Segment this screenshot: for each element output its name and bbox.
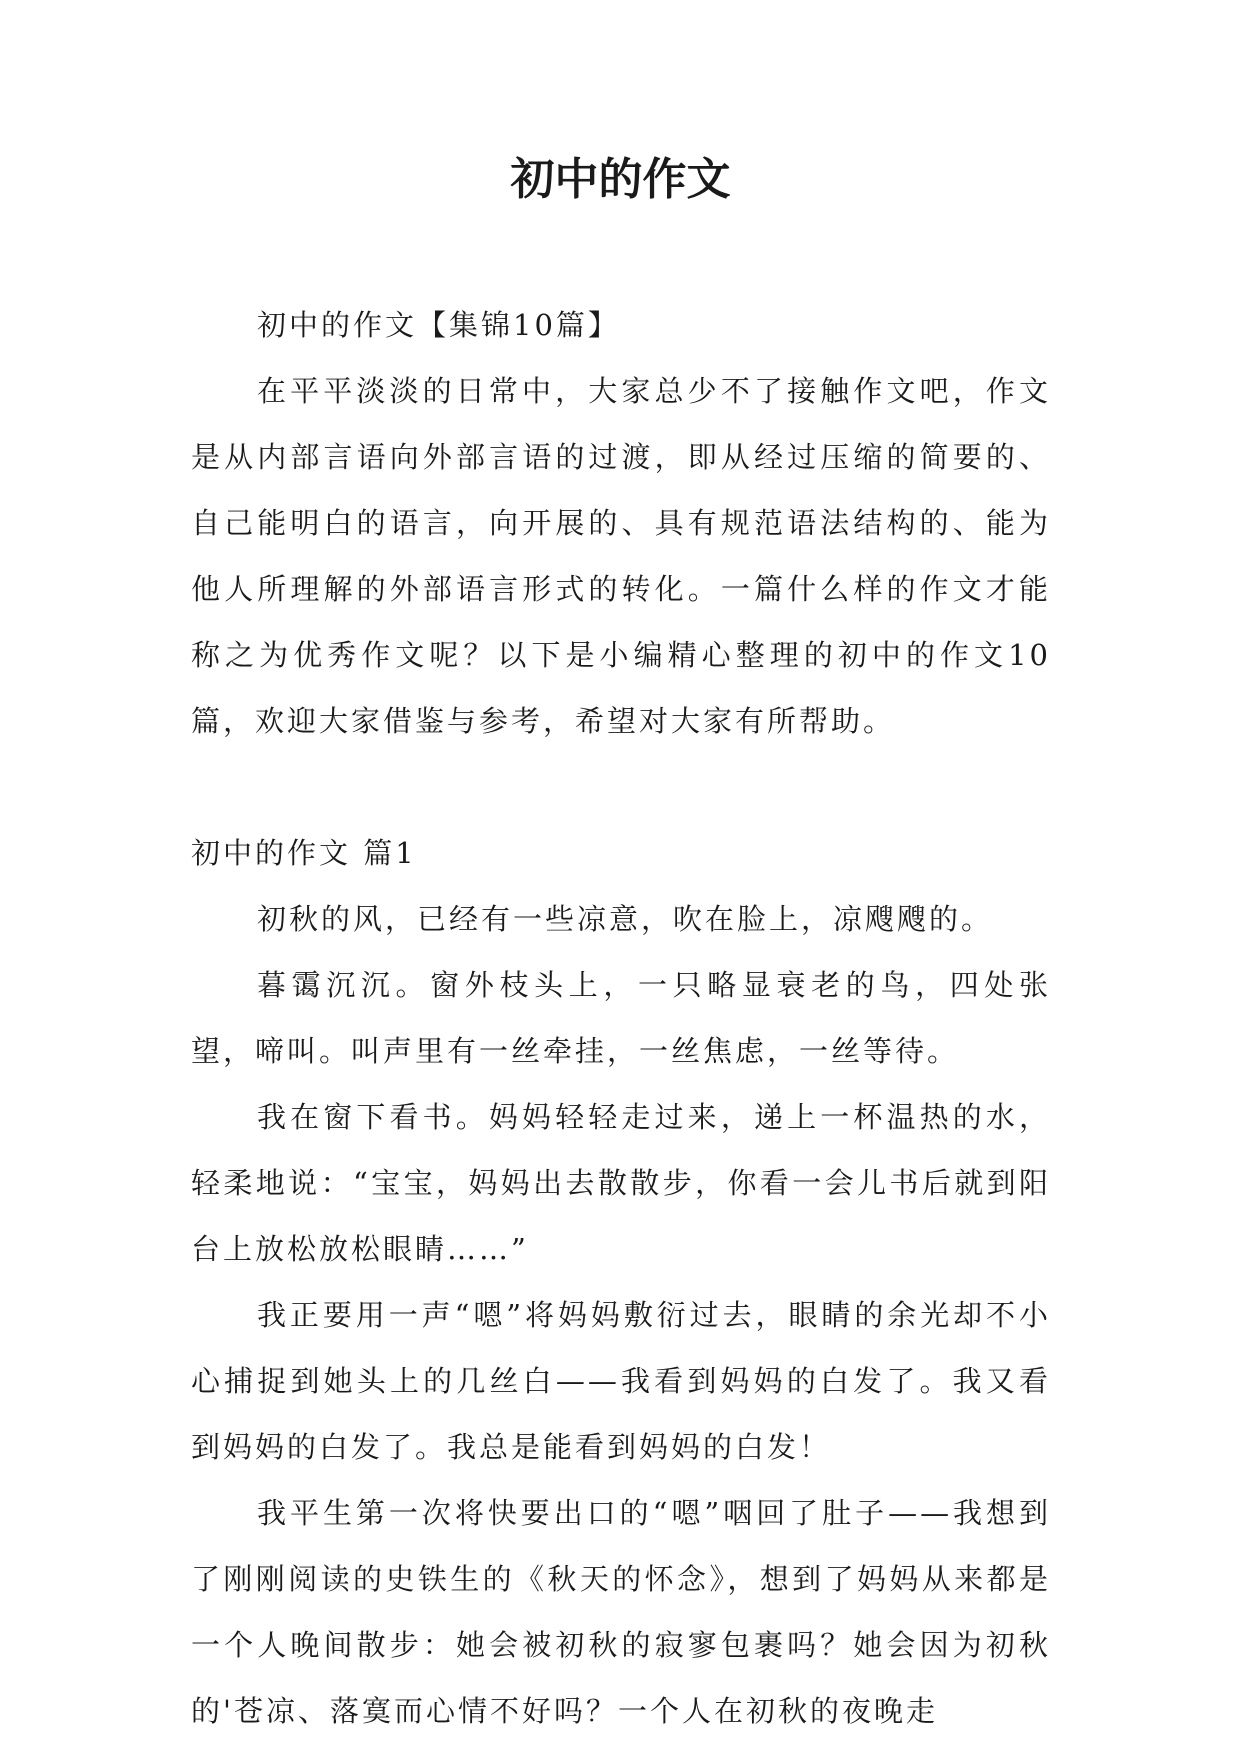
document-subtitle: 初中的作文【集锦10篇】 bbox=[257, 308, 620, 342]
section-heading: 初中的作文 篇1 bbox=[191, 836, 417, 870]
intro-paragraph: 在平平淡淡的日常中，大家总少不了接触作文吧，作文是从内部言语向外部言语的过渡，即从经过压缩的简要的、自己能明白的语言，向开展的、具有规范语法结构的、能为他人所理解的外部语言形式的转化。一篇什么样的作文才能称之为优秀作文呢？以下是小编精心整理的初中的作文10篇，欢迎大家借鉴与参考，希望对大家有所帮助。 bbox=[191, 374, 1051, 738]
paragraph: 我正要用一声“嗯”将妈妈敷衍过去，眼睛的余光却不小心捕捉到她头上的几丝白——我看到妈妈的白发了。我又看到妈妈的白发了。我总是能看到妈妈的白发！ bbox=[191, 1298, 1051, 1464]
paragraph: 我在窗下看书。妈妈轻轻走过来，递上一杯温热的水，轻柔地说：“宝宝，妈妈出去散散步，你看一会儿书后就到阳台上放松放松眼睛……” bbox=[191, 1100, 1051, 1266]
document-title: 初中的作文 bbox=[510, 154, 731, 205]
paragraph: 我平生第一次将快要出口的“嗯”咽回了肚子——我想到了刚刚阅读的史铁生的《秋天的怀念》，想到了妈妈从来都是一个人晚间散步：她会被初秋的寂寥包裹吗？她会因为初秋的'苍凉、落寞而心情不好吗？一个人在初秋的夜晚走 bbox=[191, 1496, 1051, 1728]
document-body bbox=[191, 292, 1051, 1744]
paragraph: 暮霭沉沉。窗外枝头上，一只略显衰老的鸟，四处张望，啼叫。叫声里有一丝牵挂，一丝焦虑，一丝等待。 bbox=[191, 968, 1051, 1068]
paragraph: 初秋的风，已经有一些凉意，吹在脸上，凉飕飕的。 bbox=[257, 902, 994, 936]
